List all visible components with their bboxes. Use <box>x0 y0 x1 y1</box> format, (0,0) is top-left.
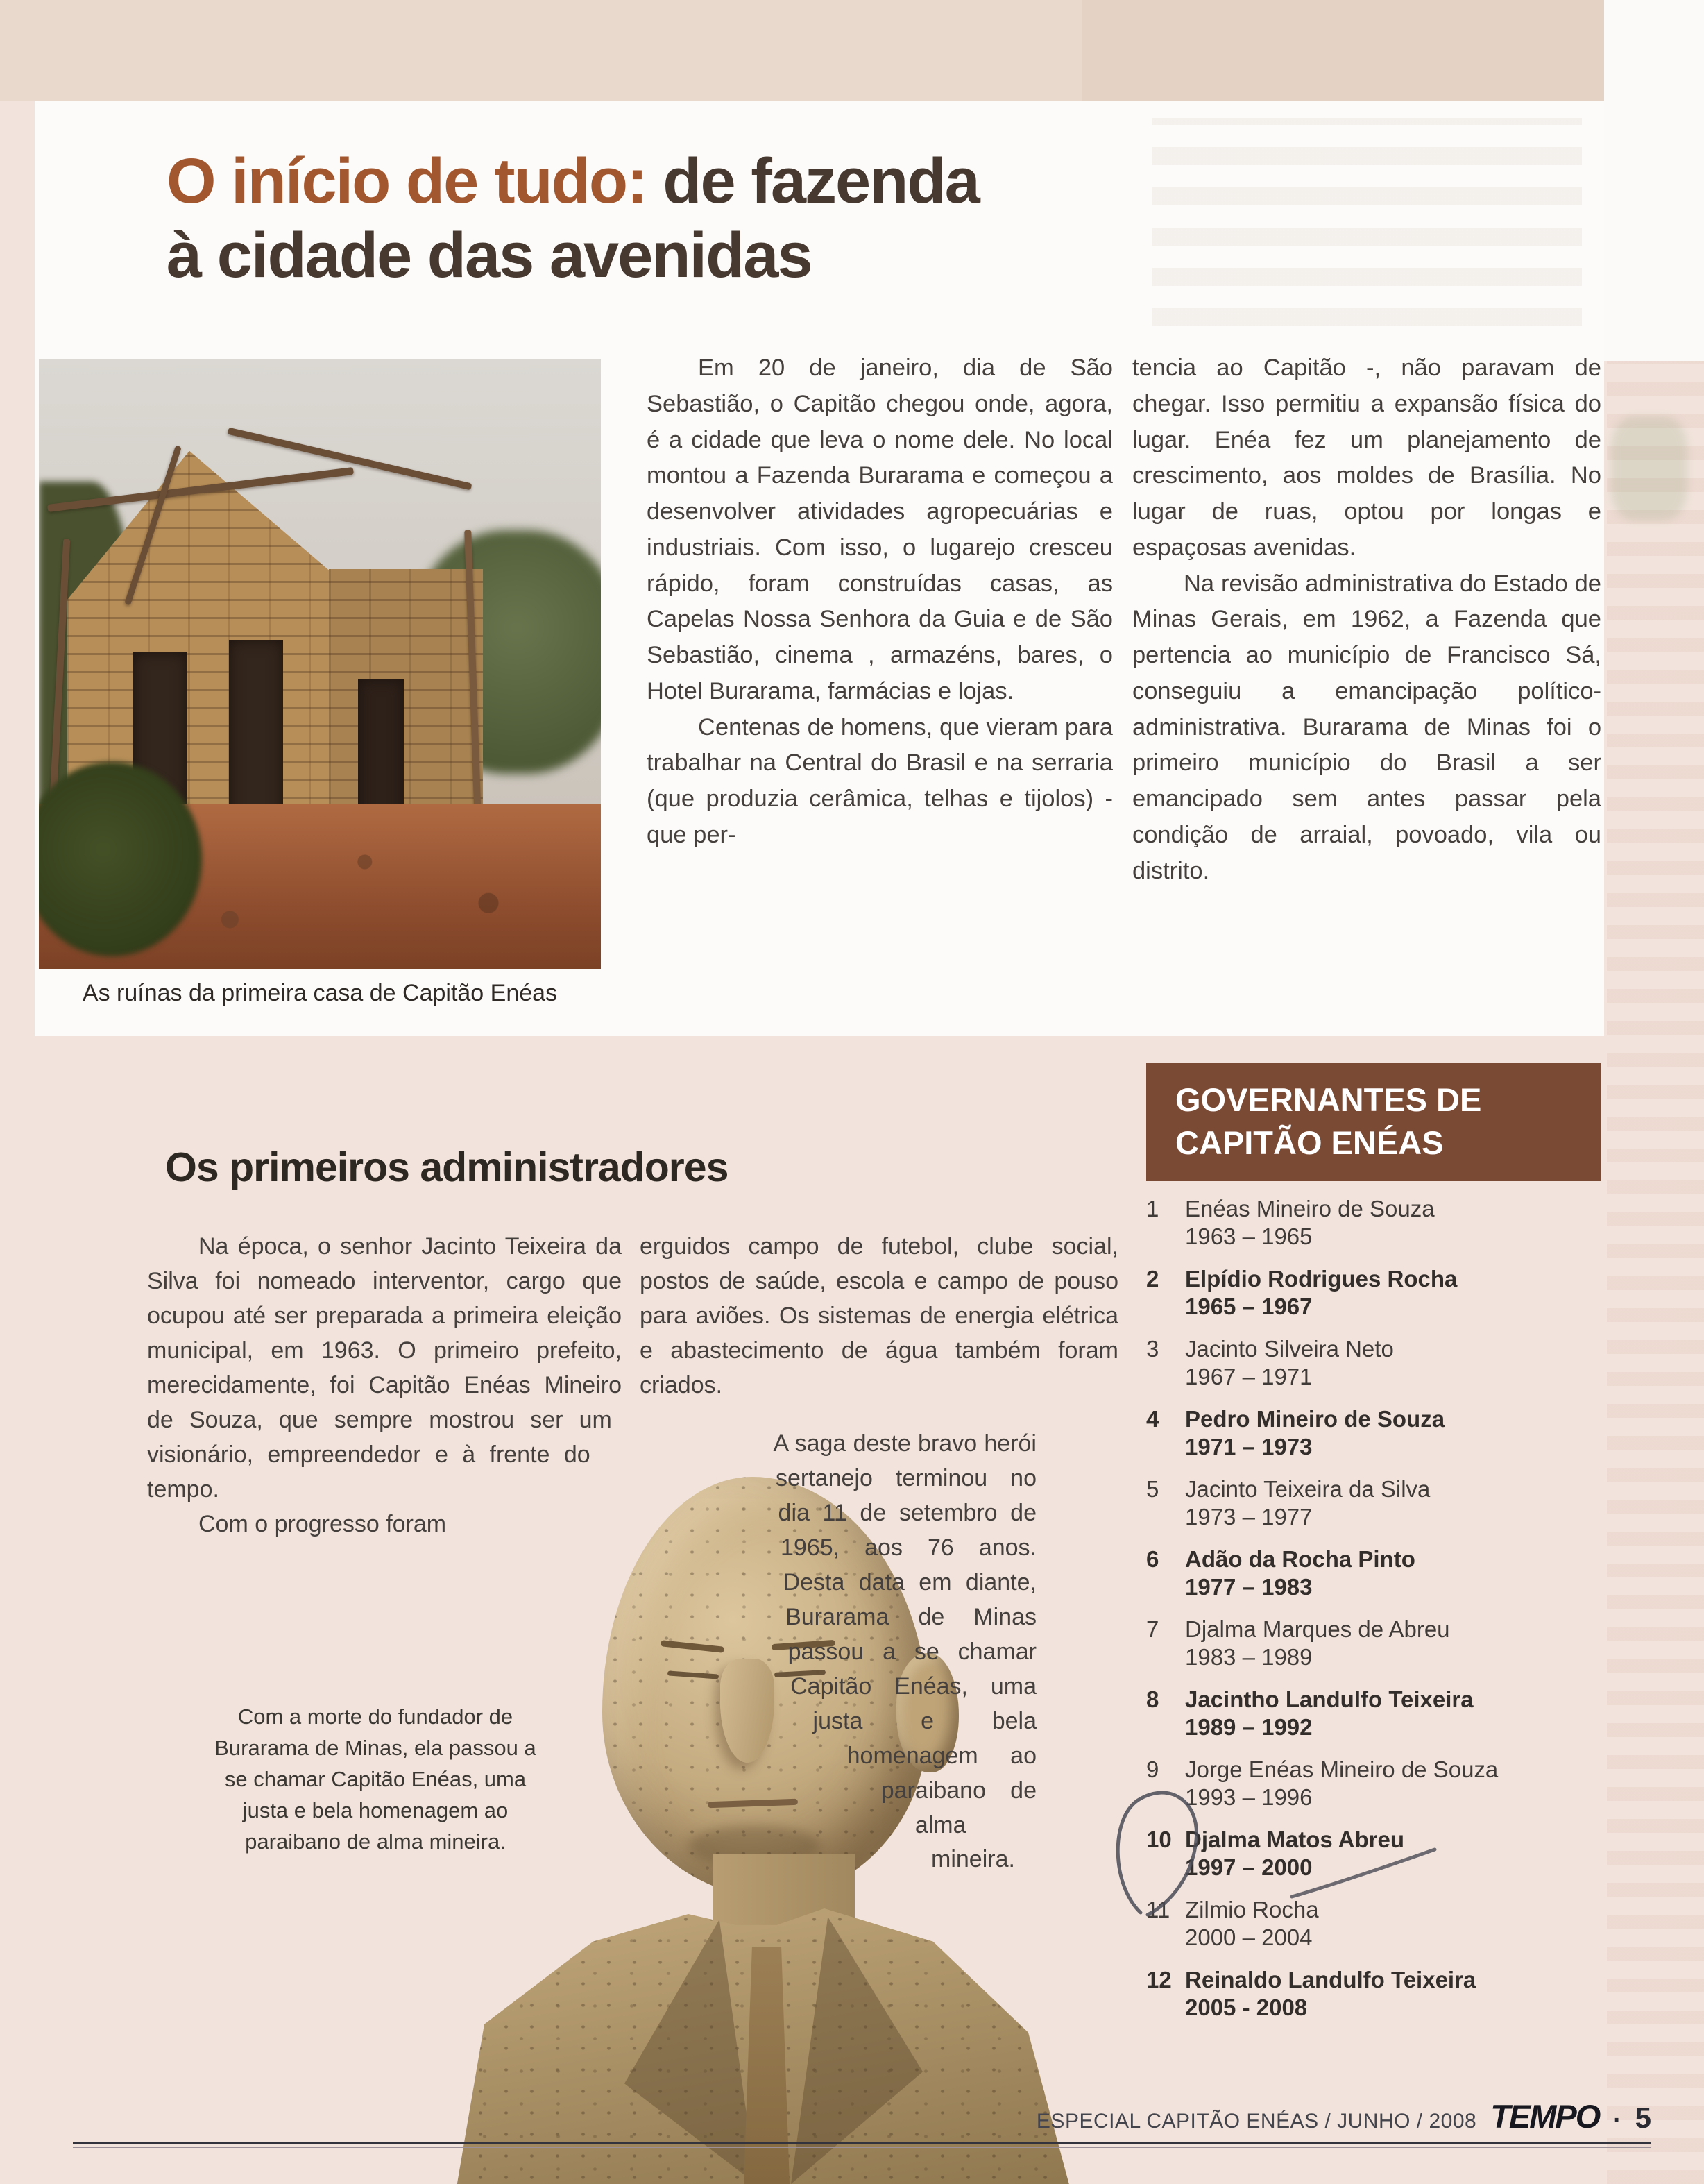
governor-item <box>1146 1405 1604 1461</box>
bleed-through-top-right <box>1152 118 1582 326</box>
bust-caption: Com a morte do fundador de Burarama de Minas, ela passou a se chamar Capitão Enéas, uma justa e bela homenagem ao paraibano de alma mineira. <box>214 1704 536 1854</box>
governor-details <box>1185 1966 1476 2022</box>
governor-item <box>1146 1896 1604 1952</box>
governor-number: 5 <box>1146 1476 1159 1502</box>
governor-details <box>1185 1686 1474 1741</box>
page-number: 5 <box>1635 2101 1651 2134</box>
article-paragraph: Centenas de homens, que vieram para trabalhar na Central do Brasil e na serraria (que produzia cerâmica, telhas e tijolos) - que per- <box>647 713 1113 848</box>
section-paragraph: Na época, o senhor Jacinto Teixeira da Silva foi nomeado interventor, cargo que ocupou até ser preparada a primeira eleição municipal, em 1963. O primeiro prefeito, merecidamente, foi Capitão Enéas Mineiro de Souza, que sempre mostrou ser um visionário, empreendedor e à frente do tempo. <box>147 1233 622 1502</box>
governor-item <box>1146 1686 1604 1741</box>
governor-name: Pedro Mineiro de Souza <box>1185 1406 1445 1432</box>
governor-number: 9 <box>1146 1756 1159 1782</box>
governor-years: 2000 – 2004 <box>1185 1924 1313 1950</box>
top-paper-band-right <box>1082 0 1604 101</box>
section-paragraph-text: A saga deste bravo herói sertanejo terminou no dia 11 de setembro de 1965, aos 76 anos. Desta data em diante, Burarama de Minas passou a se chamar Capitão Enéas, uma justa e bela homenagem ao paraibano de alma mineira. <box>773 1430 1037 1873</box>
page-footer <box>0 2097 1651 2135</box>
section-paragraph: Com o progresso foram <box>198 1510 447 1537</box>
sidebar-header <box>1146 1063 1601 1181</box>
governor-years: 1965 – 1967 <box>1185 1294 1313 1319</box>
governor-years: 1973 – 1977 <box>1185 1504 1313 1530</box>
governor-number: 4 <box>1146 1406 1159 1432</box>
page-title-accent: O início de tudo: <box>167 146 647 217</box>
governor-number: 8 <box>1146 1686 1159 1712</box>
governor-item <box>1146 1616 1604 1671</box>
governor-name: Adão da Rocha Pinto <box>1185 1546 1415 1572</box>
article-paragraph: tencia ao Capitão -, não paravam de chegar. Isso permitiu a expansão física do lugar. Enéa fez um planejamento de crescimento, aos moldes de Brasília. No lugar de ruas, optou por longas e espaçosas avenidas. <box>1132 355 1601 561</box>
governor-number: 12 <box>1146 1967 1172 1992</box>
governor-name: Zilmio Rocha <box>1185 1897 1319 1922</box>
magazine-logo: TEMPO <box>1490 2098 1600 2135</box>
article-paragraph: Em 20 de janeiro, dia de São Sebastião, o Capitão chegou onde, agora, é a cidade que leva o nome dele. No local montou a Fazenda Burarama e começou a desenvolver atividades agropecuárias e industriais. Com isso, o lugarejo cresceu rápido, foram construídas casas, as Capelas Nossa Senhora da Guia e de São Sebastião, cinema , armazéns, bares, o Hotel Burarama, farmácias e lojas. <box>647 355 1113 704</box>
footer-issue-text: ESPECIAL CAPITÃO ENÉAS / JUNHO / 2008 <box>1036 2110 1477 2133</box>
footer-separator: · <box>1613 2107 1621 2133</box>
governor-details <box>1185 1756 1498 1811</box>
governor-item <box>1146 1195 1604 1251</box>
section-column-1 <box>147 1230 622 1688</box>
section-paragraph <box>640 1427 1037 1878</box>
section-paragraph: erguidos campo de futebol, clube social, postos de saúde, escola e campo de pouso para aviões. Os sistemas de energia elétrica e abastecimento de água também foram criados. <box>640 1233 1118 1398</box>
bleed-through-right-edge <box>1607 361 1704 2184</box>
governor-item <box>1146 1826 1604 1881</box>
governor-number: 7 <box>1146 1616 1159 1642</box>
governor-name: Djalma Marques de Abreu <box>1185 1616 1450 1642</box>
governor-years: 1967 – 1971 <box>1185 1364 1313 1389</box>
governor-details <box>1185 1475 1430 1531</box>
governor-details <box>1185 1265 1457 1321</box>
section-heading: Os primeiros administradores <box>165 1144 729 1190</box>
governor-name: Jacinto Teixeira da Silva <box>1185 1476 1431 1502</box>
article-column-right <box>1132 350 1601 889</box>
governor-details <box>1185 1826 1404 1881</box>
governor-years: 1963 – 1965 <box>1185 1224 1313 1249</box>
page-title-line2: à cidade das avenidas <box>167 219 812 291</box>
governor-number: 6 <box>1146 1546 1159 1572</box>
governor-number: 1 <box>1146 1196 1159 1221</box>
ruins-photo <box>39 359 601 969</box>
governor-details <box>1185 1616 1450 1671</box>
governor-number: 10 <box>1146 1827 1172 1852</box>
governor-item <box>1146 1546 1604 1601</box>
governor-years: 1997 – 2000 <box>1185 1854 1313 1880</box>
article-column-middle <box>647 350 1113 854</box>
governor-name: Jorge Enéas Mineiro de Souza <box>1185 1756 1499 1782</box>
governor-item <box>1146 1756 1604 1811</box>
governor-details <box>1185 1546 1415 1601</box>
governor-name: Enéas Mineiro de Souza <box>1185 1196 1435 1221</box>
governor-details <box>1185 1896 1319 1952</box>
governor-item <box>1146 1265 1604 1321</box>
governor-details <box>1185 1405 1445 1461</box>
governor-number: 2 <box>1146 1266 1159 1292</box>
governor-years: 2005 - 2008 <box>1185 1995 1308 2020</box>
governor-item <box>1146 1475 1604 1531</box>
section-column-2 <box>640 1230 1118 1954</box>
page-title <box>167 144 1207 292</box>
governor-number: 3 <box>1146 1336 1159 1362</box>
page-title-rest: de fazenda <box>646 146 979 217</box>
article-paragraph: Na revisão administrativa do Estado de Minas Gerais, em 1962, a Fazenda que pertencia ao município de Francisco Sá, conseguiu a emancipação político-administrativa. Burarama de Minas foi o primeiro município do Brasil a ser emancipado sem antes passar pela condição de arraial, povoado, vila ou distrito. <box>1132 570 1601 884</box>
governor-details <box>1185 1335 1394 1391</box>
ruins-photo-caption: As ruínas da primeira casa de Capitão Enéas <box>82 980 558 1006</box>
governor-name: Reinaldo Landulfo Teixeira <box>1185 1967 1476 1992</box>
governor-years: 1971 – 1973 <box>1185 1434 1313 1459</box>
governor-years: 1989 – 1992 <box>1185 1714 1313 1740</box>
governor-name: Elpídio Rodrigues Rocha <box>1185 1266 1458 1292</box>
sidebar-title-line2: CAPITÃO ENÉAS <box>1175 1124 1444 1162</box>
governor-item <box>1146 1335 1604 1391</box>
page-title-line1 <box>167 144 1207 219</box>
governor-name: Djalma Matos Abreu <box>1185 1827 1405 1852</box>
governor-years: 1983 – 1989 <box>1185 1644 1313 1670</box>
governor-details <box>1185 1195 1435 1251</box>
governor-name: Jacintho Landulfo Teixeira <box>1185 1686 1474 1712</box>
sidebar-title-line1: GOVERNANTES DE <box>1175 1081 1482 1118</box>
footer-rule <box>73 2142 1651 2148</box>
governor-item <box>1146 1966 1604 2022</box>
governor-number: 11 <box>1146 1897 1170 1922</box>
governor-years: 1993 – 1996 <box>1185 1784 1313 1810</box>
right-margin-top <box>1604 0 1704 361</box>
governor-name: Jacinto Silveira Neto <box>1185 1336 1394 1362</box>
governors-list <box>1146 1195 1604 2036</box>
governor-years: 1977 – 1983 <box>1185 1574 1313 1600</box>
bleed-through-smudge <box>1611 416 1687 520</box>
